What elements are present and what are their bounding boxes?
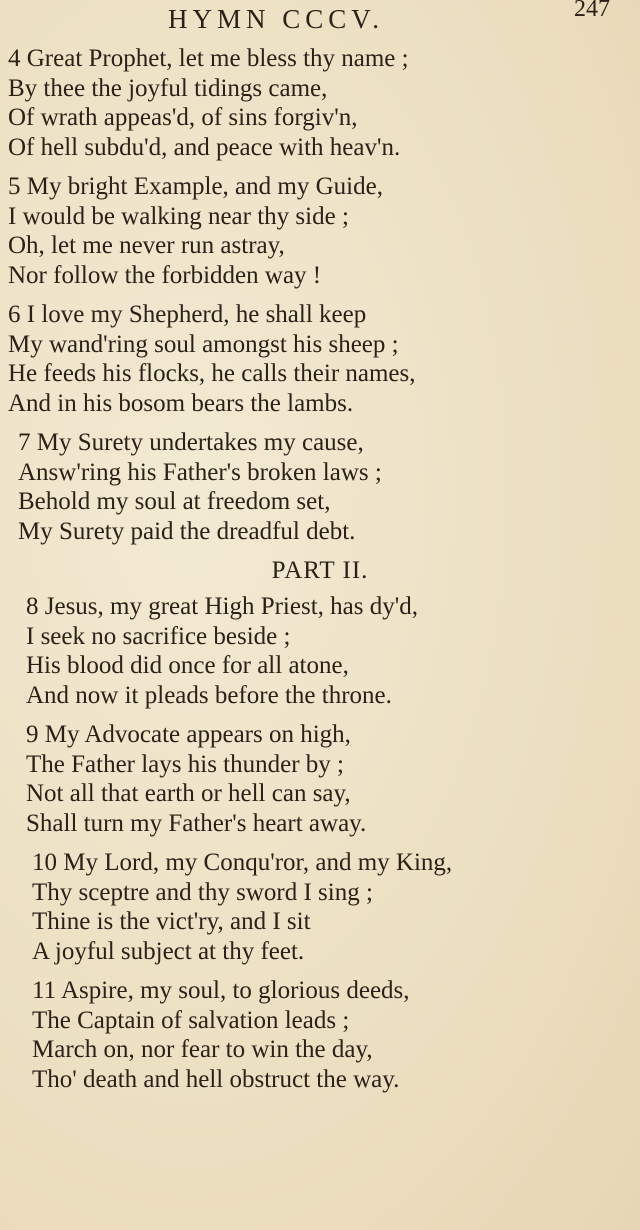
stanza-8 bbox=[8, 592, 628, 710]
part-heading: PART II. bbox=[271, 557, 369, 584]
verse-line: 11 Aspire, my soul, to glorious deeds, bbox=[32, 977, 410, 1004]
verse-line: Tho' death and hell obstruct the way. bbox=[32, 1065, 400, 1093]
stanza-10 bbox=[8, 848, 628, 966]
verse-line: The Father lays his thunder by ; bbox=[26, 750, 344, 778]
verse-line: I would be walking near thy side ; bbox=[8, 202, 349, 230]
verse-line: Oh, let me never run astray, bbox=[8, 232, 285, 259]
stanza-9 bbox=[8, 720, 628, 838]
verse-line: My wand'ring soul amongst his sheep ; bbox=[8, 330, 399, 358]
page-header bbox=[0, 2, 640, 38]
page-number: 247 bbox=[574, 0, 610, 22]
verse-line: 7 My Surety undertakes my cause, bbox=[18, 429, 364, 456]
verse-line: A joyful subject at thy feet. bbox=[32, 937, 305, 965]
verse-line: Thy sceptre and thy sword I sing ; bbox=[32, 878, 373, 906]
verse-line: Thine is the vict'ry, and I sit bbox=[32, 908, 311, 935]
verse-line: I seek no sacrifice beside ; bbox=[26, 622, 291, 650]
verse-line: Behold my soul at freedom set, bbox=[18, 488, 331, 515]
verse-line: He feeds his flocks, he calls their names, bbox=[8, 360, 416, 387]
verse-line: 10 My Lord, my Conqu'ror, and my King, bbox=[32, 849, 453, 876]
verse-line: Answ'ring his Father's broken laws ; bbox=[18, 458, 382, 486]
verse-line: 8 Jesus, my great High Priest, has dy'd, bbox=[26, 593, 418, 620]
verse-line: By thee the joyful tidings came, bbox=[8, 74, 328, 102]
verse-line: 5 My bright Example, and my Guide, bbox=[8, 173, 383, 200]
verse-line: Of hell subdu'd, and peace with heav'n. bbox=[8, 133, 401, 161]
verse-line: My Surety paid the dreadful debt. bbox=[18, 517, 356, 545]
verse-line: His blood did once for all atone, bbox=[26, 652, 349, 679]
verse-line: Nor follow the forbidden way ! bbox=[8, 261, 322, 289]
verse-line: 9 My Advocate appears on high, bbox=[26, 721, 351, 748]
verse-line: Not all that earth or hell can say, bbox=[26, 780, 351, 807]
stanza-11 bbox=[8, 976, 628, 1094]
verse-line: And in his bosom bears the lambs. bbox=[8, 389, 354, 417]
stanza-6 bbox=[8, 300, 628, 418]
verse-line: And now it pleads before the throne. bbox=[26, 681, 392, 709]
stanza-5 bbox=[8, 172, 628, 290]
verse-line: 4 Great Prophet, let me bless thy name ; bbox=[8, 45, 409, 72]
stanza-4 bbox=[8, 44, 628, 162]
stanza-7 bbox=[8, 428, 628, 546]
verse-line: 6 I love my Shepherd, he shall keep bbox=[8, 301, 367, 328]
verse-line: Of wrath appeas'd, of sins forgiv'n, bbox=[8, 104, 358, 131]
verse-line: The Captain of salvation leads ; bbox=[32, 1006, 350, 1034]
verse-line: Shall turn my Father's heart away. bbox=[26, 809, 367, 837]
hymn-text bbox=[8, 44, 628, 1104]
verse-line: March on, nor fear to win the day, bbox=[32, 1036, 373, 1063]
running-head: HYMN CCCV. bbox=[168, 4, 385, 34]
